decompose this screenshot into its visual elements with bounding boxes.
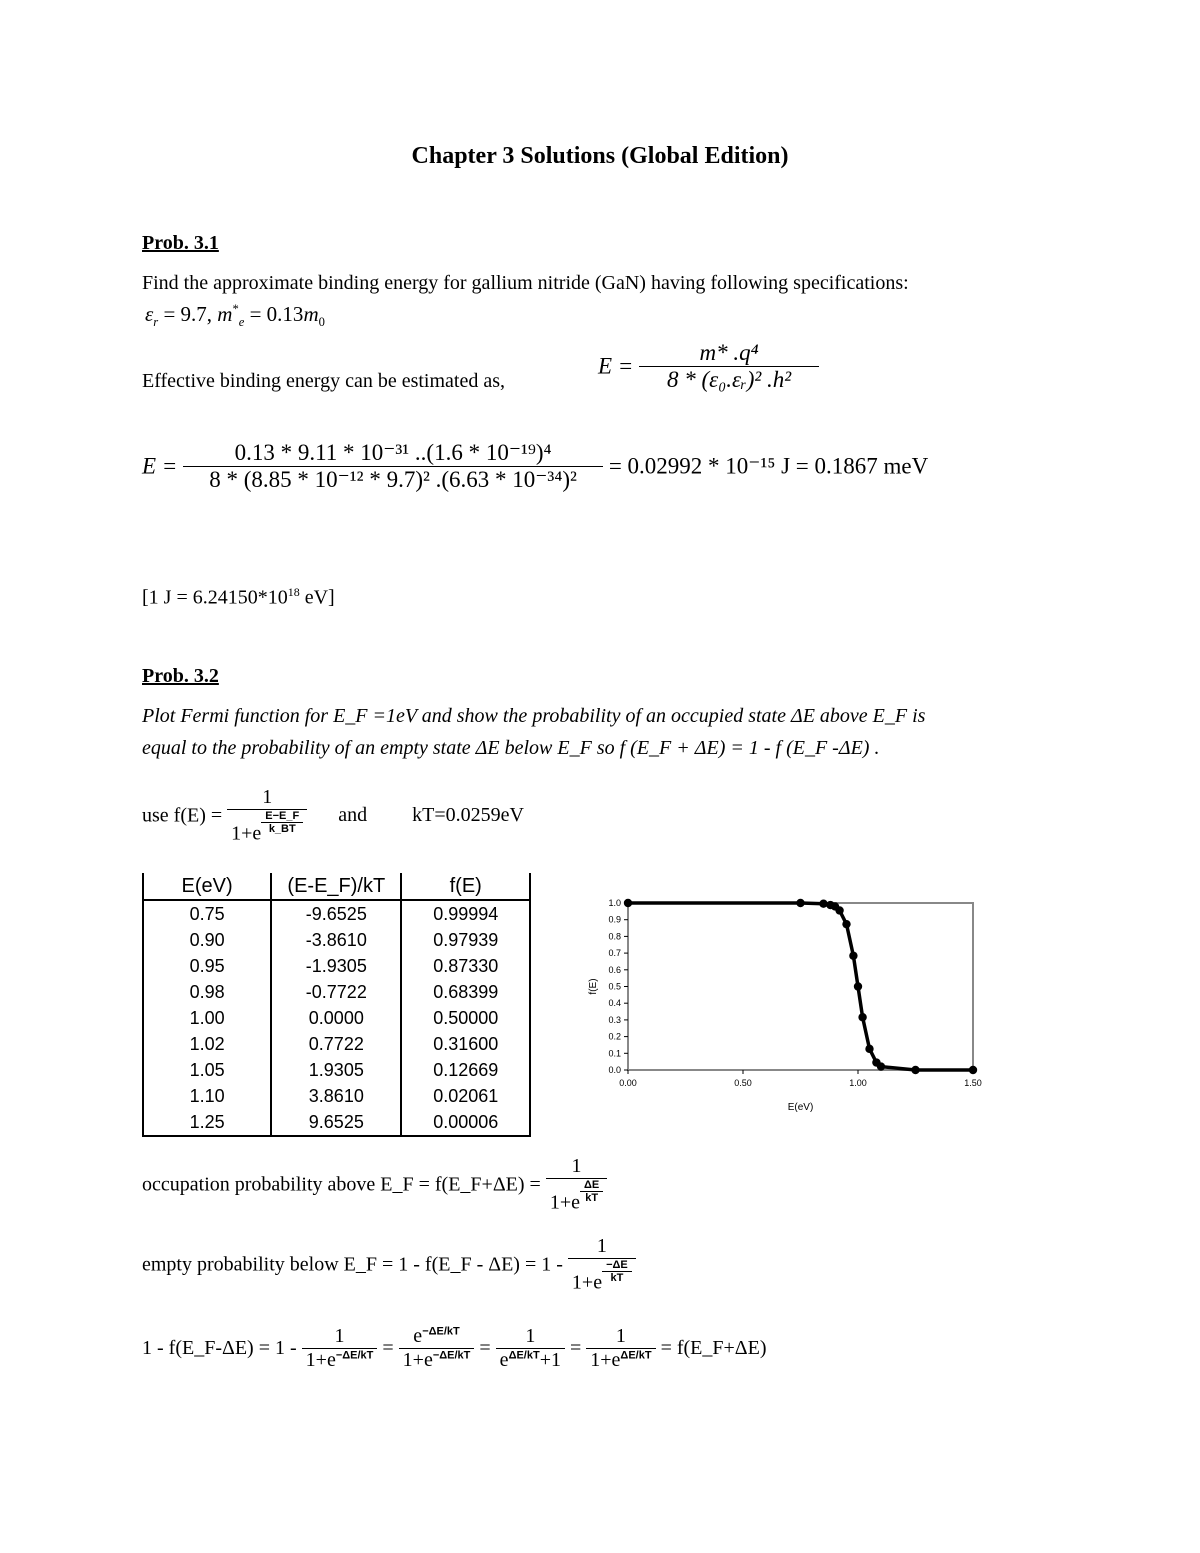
table-cell: 1.10 xyxy=(143,1083,271,1109)
fermi-function-definition: use f(E) = 1 1+e $\frac{E-E\_F}{k\_BT}$ and kT=0.0259eV xyxy=(142,786,524,845)
page-title: Chapter 3 Solutions (Global Edition) xyxy=(411,143,789,169)
y-tick-label: 0.3 xyxy=(608,1014,621,1025)
y-tick-label: 0.6 xyxy=(608,964,621,975)
final-derivation: 1 - f(E_F-ΔE) = 1 - $\frac{1}{1+e^{-\Delta E/kT}}$ = $\frac{e^{-\Delta E/kT}}{1+e^{-\Delta E/kT}}$ = $\frac{1}{e^{\Delta E/kT}+1}$ = $\frac{1}{1+e^{\Delta E/kT}}$ = f(E_F+ΔE) xyxy=(142,1325,767,1371)
series-line xyxy=(628,903,973,1070)
data-point xyxy=(877,1062,885,1070)
table-row xyxy=(143,953,530,979)
table-cell: -0.7722 xyxy=(271,979,401,1005)
prob-3-2-question-line2: equal to the probability of an empty state ΔE below E_F so f (E_F + ΔE) = 1 - f (E_F -ΔE) . xyxy=(142,737,880,759)
effective-binding-label: Effective binding energy can be estimated as, xyxy=(142,370,506,392)
prob-3-2-heading: Prob. 3.2 xyxy=(142,665,219,687)
table-cell: 0.90 xyxy=(143,927,271,953)
table-cell: 0.98 xyxy=(143,979,271,1005)
x-tick-label: 1.00 xyxy=(849,1078,867,1088)
x-axis-label: E(eV) xyxy=(787,1102,814,1113)
col-header-f: f(E) xyxy=(401,873,530,900)
table-cell: 0.68399 xyxy=(401,979,530,1005)
y-tick-label: 1.0 xyxy=(608,898,621,908)
joule-conversion: [1 $J = 6.24150*10^{18}$ eV] xyxy=(142,585,335,609)
table-cell: 1.00 xyxy=(143,1005,271,1031)
table-row xyxy=(143,1031,530,1057)
x-tick-label: 1.50 xyxy=(964,1078,982,1088)
data-point xyxy=(854,982,862,990)
plot-area xyxy=(628,903,973,1070)
table-cell: 0.50000 xyxy=(401,1005,530,1031)
y-tick-label: 0.7 xyxy=(608,948,621,959)
table-cell: 0.31600 xyxy=(401,1031,530,1057)
prob-3-1-spec: $\varepsilon_r = 9.7$, $m^*_e = 0.13m_0$ xyxy=(145,302,325,330)
table-header-row xyxy=(143,873,530,900)
fermi-table xyxy=(142,873,531,1137)
data-point xyxy=(911,1066,919,1074)
table-cell: 9.6525 xyxy=(271,1109,401,1136)
x-tick-label: 0.00 xyxy=(619,1078,637,1088)
binding-energy-calculation: E = $\frac{\text{0.13 * 9.11 * 10⁻³¹ ..(1.6 * 10⁻¹⁹)⁴}}{\text{8 * (8.85 * 10⁻¹² * 9.7)² .(6.63 * 10⁻³⁴)²}}$ = 0.02992 * 10⁻¹⁵ J = 0.1867 meV xyxy=(142,440,929,492)
data-point xyxy=(796,899,804,907)
data-point xyxy=(969,1066,977,1074)
prob-3-2-question-line1: Plot Fermi function for E_F =1eV and show the probability of an occupied state ΔE above E_F is xyxy=(142,705,926,727)
y-tick-label: 0.2 xyxy=(608,1031,621,1042)
table-cell: 0.02061 xyxy=(401,1083,530,1109)
table-row xyxy=(143,1109,530,1136)
table-cell: -1.9305 xyxy=(271,953,401,979)
prob-3-1-heading: Prob. 3.1 xyxy=(142,232,219,254)
table-row xyxy=(143,1083,530,1109)
y-tick-label: 0.0 xyxy=(608,1065,621,1075)
table-cell: 1.05 xyxy=(143,1057,271,1083)
table-cell: -9.6525 xyxy=(271,900,401,927)
col-header-normalized: (E-E_F)/kT xyxy=(271,873,401,900)
table-row xyxy=(143,900,530,927)
table-row xyxy=(143,979,530,1005)
y-tick-label: 0.5 xyxy=(608,981,621,992)
data-point xyxy=(835,906,843,914)
y-tick-label: 0.4 xyxy=(608,998,621,1009)
table-cell: 0.00006 xyxy=(401,1109,530,1136)
table-cell: 1.25 xyxy=(143,1109,271,1136)
prob-3-1-question: Find the approximate binding energy for gallium nitride (GaN) having following specifications: xyxy=(142,272,909,294)
table-row xyxy=(143,1057,530,1083)
y-tick-label: 0.9 xyxy=(608,914,621,925)
empty-probability: empty probability below E_F = 1 - f(E_F - ΔE) = 1 - 1 1+e $\frac{-\Delta E}{kT}$ xyxy=(142,1235,636,1295)
table-row xyxy=(143,1005,530,1031)
fermi-chart xyxy=(580,885,1000,1125)
table-cell: 0.97939 xyxy=(401,927,530,953)
data-point xyxy=(842,920,850,928)
table-row xyxy=(143,927,530,953)
table-cell: 0.87330 xyxy=(401,953,530,979)
y-axis-label: f(E) xyxy=(588,978,599,995)
table-cell: 0.95 xyxy=(143,953,271,979)
table-cell: 1.9305 xyxy=(271,1057,401,1083)
binding-energy-formula: E = $\frac{\text{m* .q⁴}}{\text{8 * (ε₀.εᵣ)² .h²}}$ xyxy=(598,340,819,393)
table-cell: 0.12669 xyxy=(401,1057,530,1083)
y-tick-label: 0.8 xyxy=(608,931,621,942)
y-tick-label: 0.1 xyxy=(608,1048,621,1059)
table-cell: 1.02 xyxy=(143,1031,271,1057)
data-point xyxy=(624,899,632,907)
col-header-energy: E(eV) xyxy=(143,873,271,900)
occupation-probability: occupation probability above E_F = f(E_F+ΔE) = 1 1+e $\frac{\Delta E}{kT}$ xyxy=(142,1155,607,1215)
x-tick-label: 0.50 xyxy=(734,1078,752,1088)
data-point xyxy=(849,952,857,960)
data-point xyxy=(865,1045,873,1053)
table-cell: 3.8610 xyxy=(271,1083,401,1109)
data-point xyxy=(858,1013,866,1021)
table-cell: 0.75 xyxy=(143,900,271,927)
table-cell: -3.8610 xyxy=(271,927,401,953)
table-cell: 0.7722 xyxy=(271,1031,401,1057)
table-cell: 0.99994 xyxy=(401,900,530,927)
table-cell: 0.0000 xyxy=(271,1005,401,1031)
